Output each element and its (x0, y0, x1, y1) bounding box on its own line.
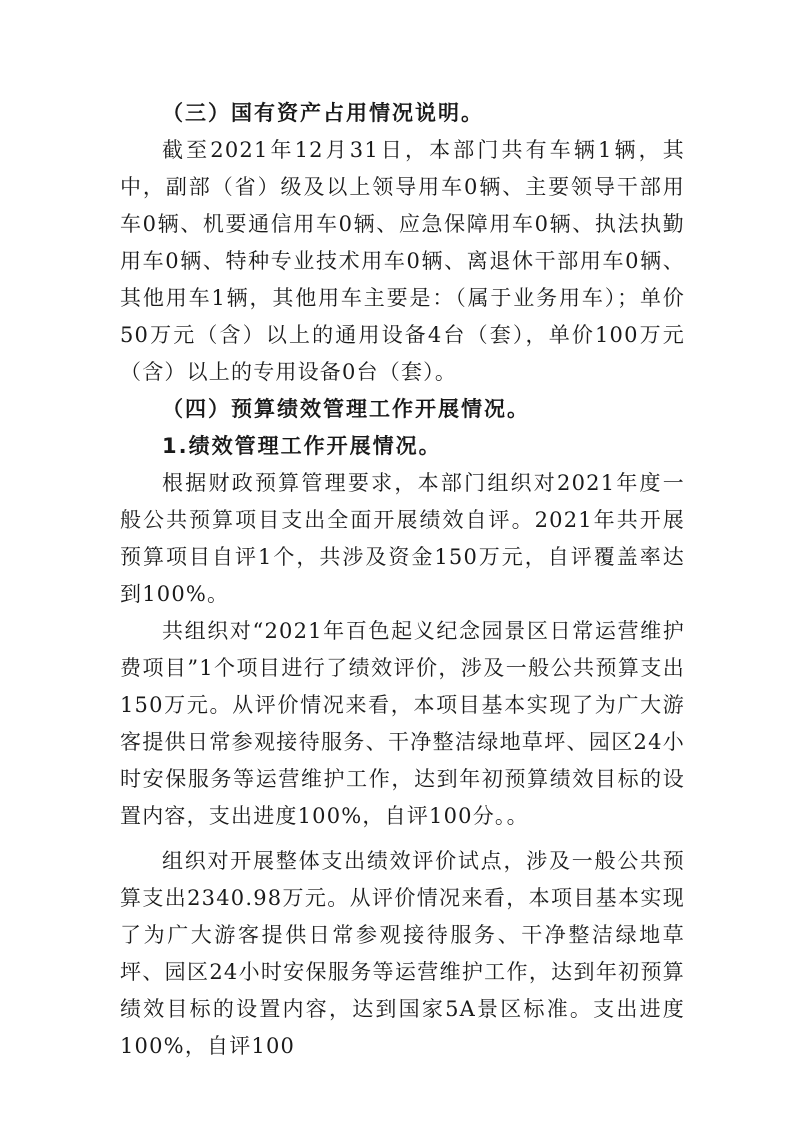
paragraph-self-evaluation: 根据财政预算管理要求，本部门组织对2021年度一般公共预算项目支出全面开展绩效自评。2021年共开展预算项目自评1个，共涉及资金150万元，自评覆盖率达到100%。 (120, 471, 685, 606)
section-3-heading: （三）国有资产占用情况说明。 (162, 101, 484, 125)
section-4-heading: （四）预算绩效管理工作开展情况。 (162, 397, 530, 421)
paragraph-project-evaluation: 共组织对“2021年百色起义纪念园景区日常运营维护费项目”1个项目进行了绩效评价，涉及一般公共预算支出150万元。从评价情况来看，本项目基本实现了为广大游客提供日常参观接待服务、干净整洁绿地草坪、园区24小时安保服务等运营维护工作，达到年初预算绩效目标的设置内容，支出进度100%，自评100分。。 (120, 619, 685, 828)
paragraph-overall-evaluation: 组织对开展整体支出绩效评价试点，涉及一般公共预算支出2340.98万元。从评价情况来看，本项目基本实现了为广大游客提供日常参观接待服务、干净整洁绿地草坪、园区24小时安保服务等运营维护工作，达到年初预算绩效目标的设置内容，达到国家5A景区标准。支出进度100%，自评100 (120, 849, 685, 1058)
document-body (120, 95, 685, 1065)
section-3-paragraph: 截至2021年12月31日，本部门共有车辆1辆，其中，副部（省）级及以上领导用车0辆、主要领导干部用车0辆、机要通信用车0辆、应急保障用车0辆、执法执勤用车0辆、特种专业技术用车0辆、离退休干部用车0辆、其他用车1辆，其他用车主要是：（属于业务用车）；单价50万元（含）以上的通用设备4台（套），单价100万元（含）以上的专用设备0台（套）。 (120, 138, 685, 384)
paragraph-spacer (120, 835, 685, 843)
subsection-1-heading: 1.绩效管理工作开展情况。 (162, 434, 442, 458)
